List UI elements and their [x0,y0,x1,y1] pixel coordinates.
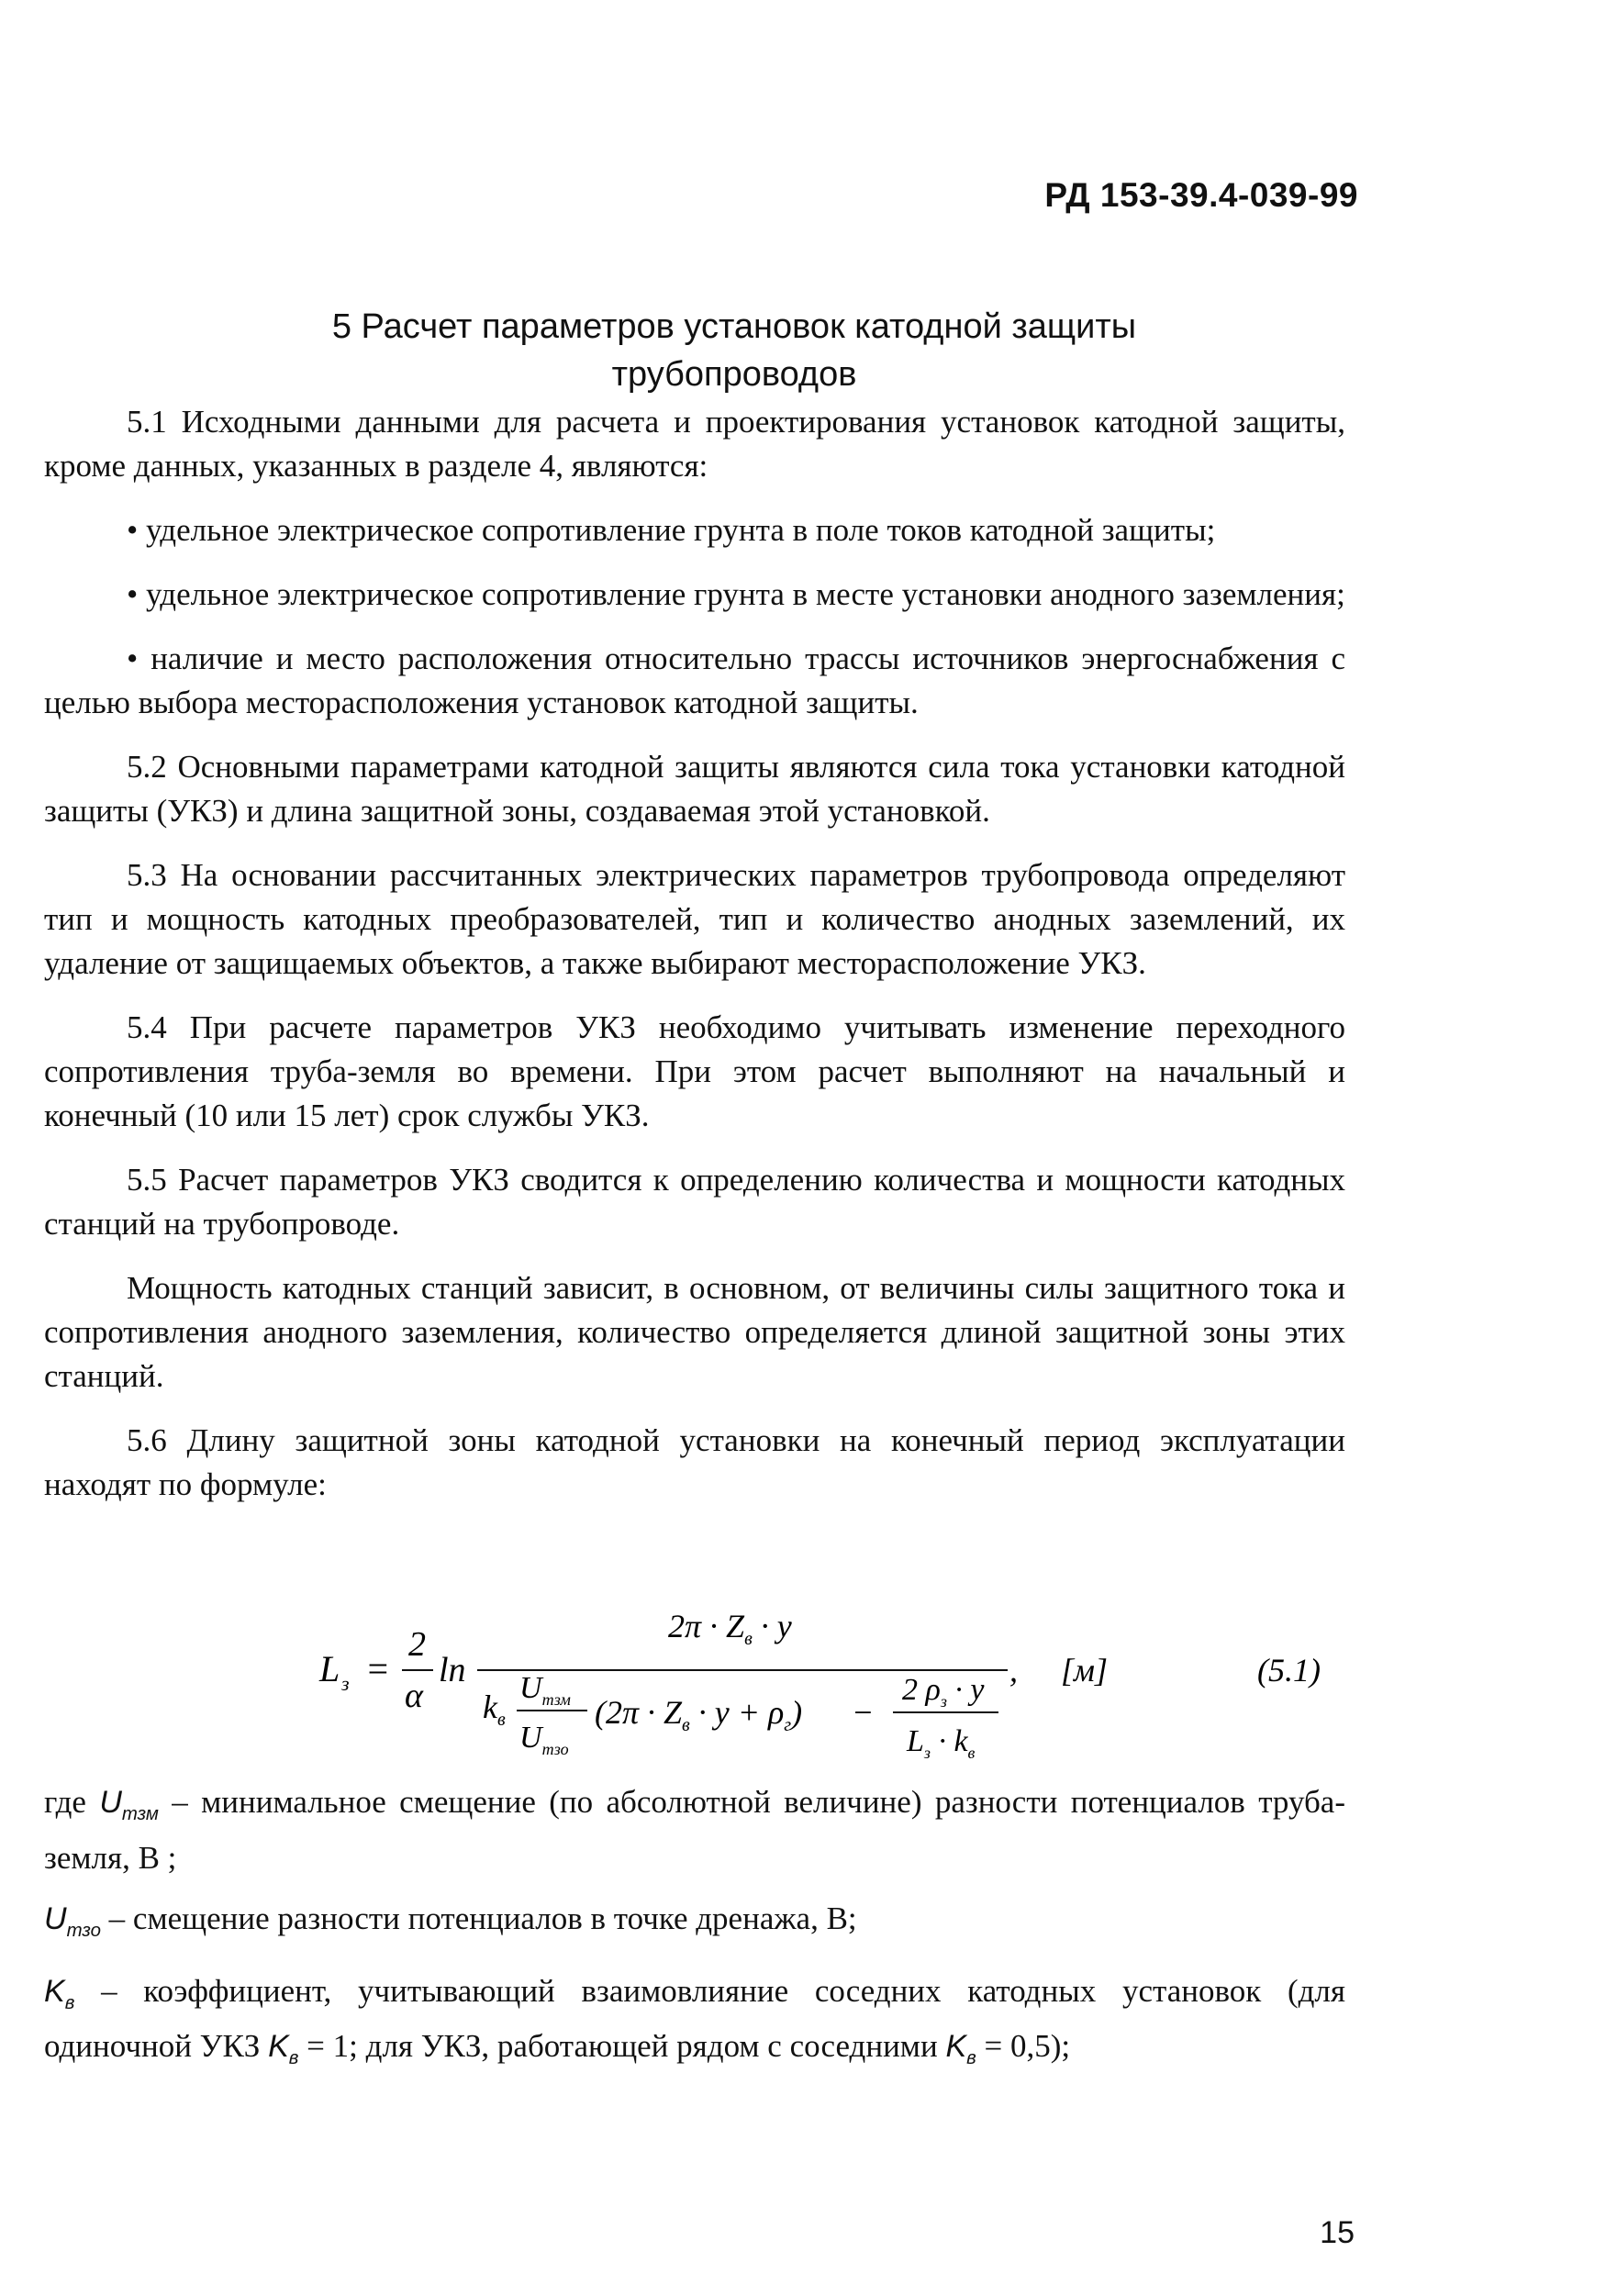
paragraph-5-2: 5.2 Основными параметрами катодной защиты являются сила тока установки катодной защиты (УКЗ) и длина защитной зоны, создаваемая этой установкой. [44,749,1345,829]
definition-text: – минимальное смещение (по абсолютной величине) разности потенциалов труба-земля, В ; [44,1784,1345,1876]
paragraph-5-1: 5.1 Исходными данными для расчета и проектирования установок катодной защиты, кроме данных, указанных в разделе 4, являются: [44,404,1345,484]
formula-coef-den: α [405,1677,423,1715]
symbol-label: $U_{тзо}$ [44,1900,101,1941]
definition-u-tzo [44,1897,1345,1953]
definition-k-v [44,1969,1345,2081]
formula-paren: $(2\pi \cdot Z_в \cdot y + \rho_г)$ [595,1694,803,1735]
definition-text: – коэффициент, учитывающий взаимовлияние соседних катодных установок (для одиночной УКЗ [44,1972,1346,2065]
formula-top-num: $2\pi \cdot Z_в \cdot y$ [668,1608,792,1649]
formula-comma: , [1009,1652,1018,1689]
definition-u-tzm [44,1780,1345,1880]
paragraph-5-3: 5.3 На основании рассчитанных электрических параметров трубопровода определяют тип и мощность катодных преобразователей, тип и количество анодных заземлений, их удаление от защищаемых объектов, а также выбирают месторасположение УКЗ. [44,857,1345,981]
formula-unit: [м] [1061,1652,1108,1689]
definition-text: = 1; для УКЗ, работающей рядом с соседними [307,2028,938,2065]
formula-5-1 [44,1599,1345,1773]
section-title [229,303,1239,398]
paragraph-5-5: 5.5 Расчет параметров УКЗ сводится к определению количества и мощности катодных станций на трубопроводе. [44,1162,1345,1242]
formula-svg [44,1599,1345,1773]
section-title-line2: трубопроводов [611,355,857,394]
definition-text: = 0,5); [984,2028,1071,2065]
bullet-item: • удельное электрическое сопротивление грунта в поле токов катодной защиты; [127,512,1216,548]
paragraph-power: Мощность катодных станций зависит, в основном, от величины силы защитного тока и сопротивления анодного заземления, количество определяется длиной защитной зоны этих станций. [44,1270,1345,1394]
paragraph-5-6: 5.6 Длину защитной зоны катодной установки на конечный период эксплуатации находят по формуле: [44,1422,1345,1502]
section-title-line1: 5 Расчет параметров установок катодной защиты [331,307,1137,346]
formula-ln: ln [439,1651,466,1689]
definition-text: – смещение разности потенциалов в точке дренажа, В; [108,1900,857,1936]
formula-frac2-num: 2 $\rho_з \cdot y$ [902,1673,985,1711]
formula-equals: = [365,1648,390,1689]
formula-frac2-den: $L_з \cdot k_в$ [907,1724,976,1762]
symbol-label: $U_{тзм}$ [99,1785,159,1824]
bullet-item: • наличие и место расположения относительно трассы источников энергоснабжения с целью выбора месторасположения установок катодной защиты. [44,641,1345,720]
body-text [44,400,1345,1527]
formula-u-num: $U_{тзм}$ [519,1671,571,1709]
symbol-label: $K_в$ [945,2029,976,2069]
formula-u-den: $U_{тзо}$ [519,1721,569,1758]
symbol-label: $K_в$ [268,2029,299,2069]
symbol-label: $K_в$ [44,1973,75,2013]
formula-k: $k_в$ [483,1689,506,1730]
page-number: 15 [1320,2215,1355,2250]
where-intro: где [44,1784,86,1820]
formula-lhs: L [319,1648,340,1689]
symbol-definitions [44,1780,1345,2097]
formula-coef-num: 2 [408,1625,426,1664]
paragraph-5-4: 5.4 При расчете параметров УКЗ необходимо учитывать изменение переходного сопротивления труба-земля во времени. При этом расчет выполняют на начальный и конечный (10 или 15 лет) срок службы УКЗ. [44,1009,1345,1133]
formula-lhs-sub: з [341,1672,350,1695]
bullet-item: • удельное электрическое сопротивление грунта в месте установки анодного заземления; [127,576,1345,612]
formula-number: (5.1) [1257,1652,1321,1689]
document-code: РД 153-39.4-039-99 [1044,176,1358,214]
formula-minus: − [852,1694,875,1731]
